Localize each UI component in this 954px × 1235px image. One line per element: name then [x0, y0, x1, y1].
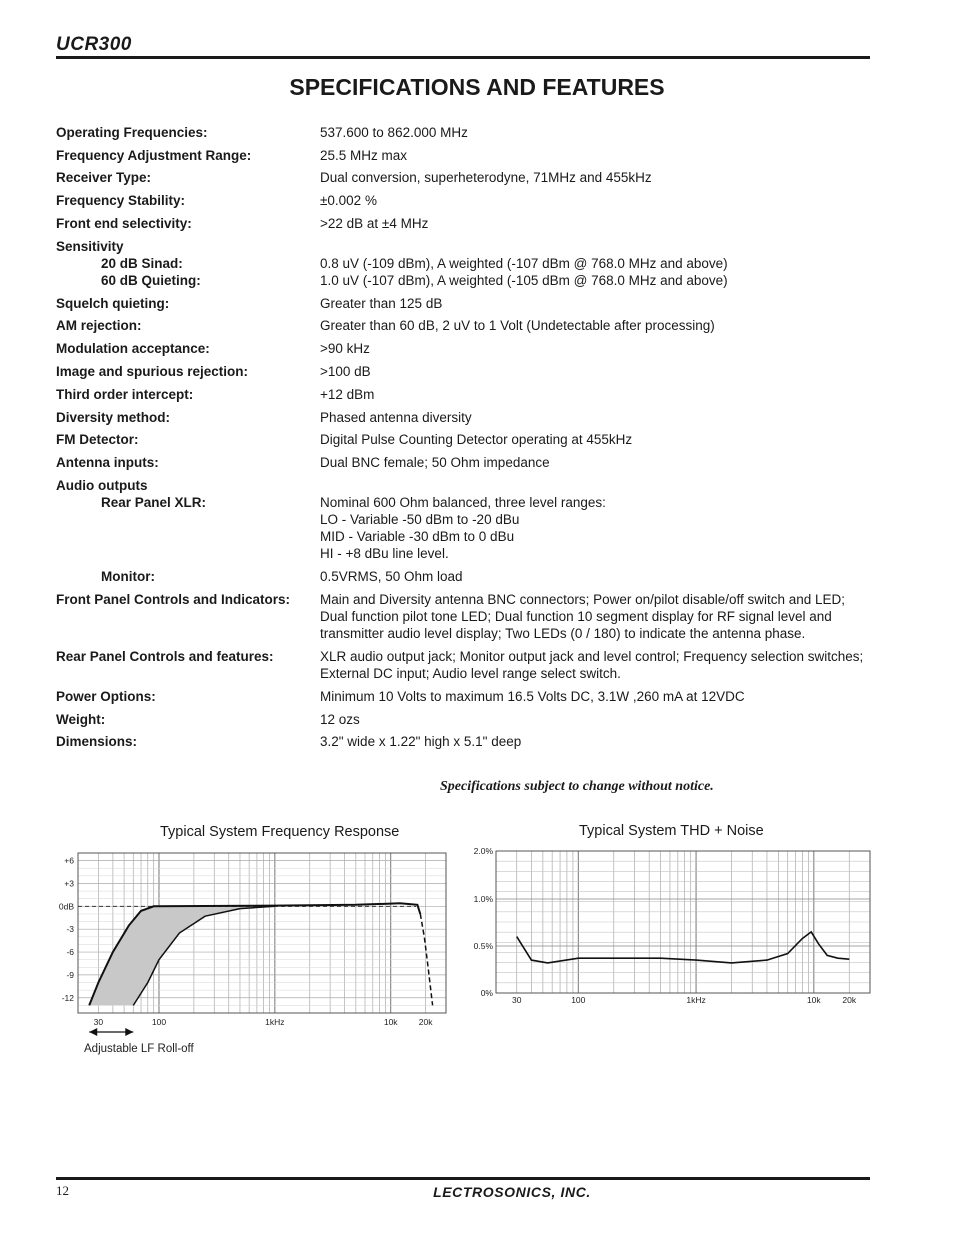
y-tick-label: +6	[64, 855, 74, 866]
spec-value: 3.2" wide x 1.22" high x 5.1" deep	[320, 734, 522, 749]
spec-value: 1.0 uV (-107 dBm), A weighted (-105 dBm @ 768.0 MHz and above)	[320, 273, 728, 288]
spec-value: >100 dB	[320, 364, 371, 379]
spec-label: 20 dB Sinad:	[101, 256, 183, 271]
spec-label: Power Options:	[56, 689, 156, 704]
y-tick-label: 0dB	[58, 901, 74, 912]
spec-value: Phased antenna diversity	[320, 410, 472, 425]
spec-label: Frequency Stability:	[56, 193, 186, 208]
spec-value: Minimum 10 Volts to maximum 16.5 Volts DC, 3.1W ,260 mA at 12VDC	[320, 689, 745, 704]
spec-value: Greater than 60 dB, 2 uV to 1 Volt (Undetectable after processing)	[320, 318, 715, 333]
x-tick-label: 1kHz	[686, 995, 706, 1005]
page-title: SPECIFICATIONS AND FEATURES	[289, 74, 665, 100]
x-tick-label: 20k	[842, 995, 857, 1005]
notice-text: Specifications subject to change without notice.	[440, 779, 714, 794]
company-name: LECTROSONICS, INC.	[433, 1184, 591, 1200]
spec-label: Dimensions:	[56, 734, 138, 749]
spec-label: Diversity method:	[56, 410, 171, 425]
spec-label: Rear Panel XLR:	[101, 495, 207, 510]
y-tick-label: 0.5%	[473, 941, 493, 951]
spec-value: ±0.002 %	[320, 193, 377, 208]
x-tick-label: 1kHz	[265, 1017, 285, 1027]
spec-value: XLR audio output jack; Monitor output jack and level control; Frequency selection switches; External DC input; Audio level range select switch.	[320, 649, 864, 681]
y-tick-label: +3	[64, 878, 74, 889]
x-tick-label: 100	[571, 995, 586, 1005]
spec-label: 60 dB Quieting:	[101, 273, 201, 288]
spec-label: Image and spurious rejection:	[56, 364, 249, 379]
x-tick-label: 20k	[418, 1017, 433, 1027]
spec-value: >22 dB at ±4 MHz	[320, 216, 429, 231]
spec-value: 0.8 uV (-109 dBm), A weighted (-107 dBm @ 768.0 MHz and above)	[320, 256, 728, 271]
spec-value: LO - Variable -50 dBm to -20 dBu	[320, 512, 520, 527]
spec-label: Rear Panel Controls and features:	[56, 649, 274, 664]
spec-label: Antenna inputs:	[56, 455, 159, 470]
annotation-arrowhead-left	[89, 1028, 97, 1036]
spec-label: Front end selectivity:	[56, 216, 192, 231]
spec-value: MID - Variable -30 dBm to 0 dBu	[320, 529, 515, 544]
spec-label: Modulation acceptance:	[56, 341, 210, 356]
page-number: 12	[56, 1183, 69, 1198]
model-name: UCR300	[56, 34, 132, 55]
spec-value: HI - +8 dBu line level.	[320, 546, 449, 561]
x-tick-label: 30	[93, 1017, 104, 1027]
spec-label: AM rejection:	[56, 318, 142, 333]
y-tick-label: 2.0%	[473, 846, 493, 856]
spec-value: Dual conversion, superheterodyne, 71MHz and 455kHz	[320, 170, 652, 185]
spec-value: >90 kHz	[320, 341, 370, 356]
freq-response-title: Typical System Frequency Response	[160, 824, 400, 840]
thd-noise-title: Typical System THD + Noise	[579, 823, 764, 839]
x-tick-label: 30	[512, 995, 522, 1005]
spec-value: Digital Pulse Counting Detector operating at 455kHz	[320, 432, 633, 447]
spec-value: 537.600 to 862.000 MHz	[320, 125, 468, 140]
thd-noise-chart	[0, 835, 954, 1015]
spec-label: FM Detector:	[56, 432, 139, 447]
spec-value: +12 dBm	[320, 387, 375, 402]
spec-value: 0.5VRMS, 50 Ohm load	[320, 569, 463, 584]
spec-value: 25.5 MHz max	[320, 148, 408, 163]
y-tick-label: 1.0%	[473, 894, 493, 904]
annotation-arrowhead-right	[125, 1028, 133, 1036]
spec-value: Dual BNC female; 50 Ohm impedance	[320, 455, 550, 470]
spec-label: Third order intercept:	[56, 387, 194, 402]
annotation-label: Adjustable LF Roll-off	[84, 1043, 194, 1055]
spec-label: Operating Frequencies:	[56, 125, 208, 140]
spec-value: Greater than 125 dB	[320, 296, 443, 311]
x-tick-label: 10k	[383, 1017, 398, 1027]
spec-label: Sensitivity	[56, 239, 124, 254]
y-tick-label: -3	[66, 924, 74, 935]
spec-value: Main and Diversity antenna BNC connectors; Power on/pilot disable/off switch and LED; Dual function pilot tone LED; Dual function 10 segment display for RF signal level and transmitter audio level display; Two LEDs (0 / 180) to indicate the antenna phase.	[320, 592, 846, 641]
x-tick-label: 100	[151, 1017, 167, 1027]
y-tick-label: -12	[61, 992, 74, 1003]
footer-rule	[56, 1177, 870, 1180]
spec-label: Audio outputs	[56, 478, 148, 493]
spec-value: 12 ozs	[320, 712, 360, 727]
spec-label: Receiver Type:	[56, 170, 152, 185]
y-tick-label: -9	[66, 969, 74, 980]
y-tick-label: -6	[66, 947, 74, 958]
y-tick-label: 0%	[480, 988, 493, 998]
header-rule	[56, 56, 870, 59]
spec-value: Nominal 600 Ohm balanced, three level ranges:	[320, 495, 606, 510]
x-tick-label: 10k	[806, 995, 821, 1005]
spec-label: Squelch quieting:	[56, 296, 170, 311]
spec-label: Monitor:	[101, 569, 155, 584]
spec-label: Frequency Adjustment Range:	[56, 148, 252, 163]
spec-label: Weight:	[56, 712, 106, 727]
spec-label: Front Panel Controls and Indicators:	[56, 592, 291, 607]
